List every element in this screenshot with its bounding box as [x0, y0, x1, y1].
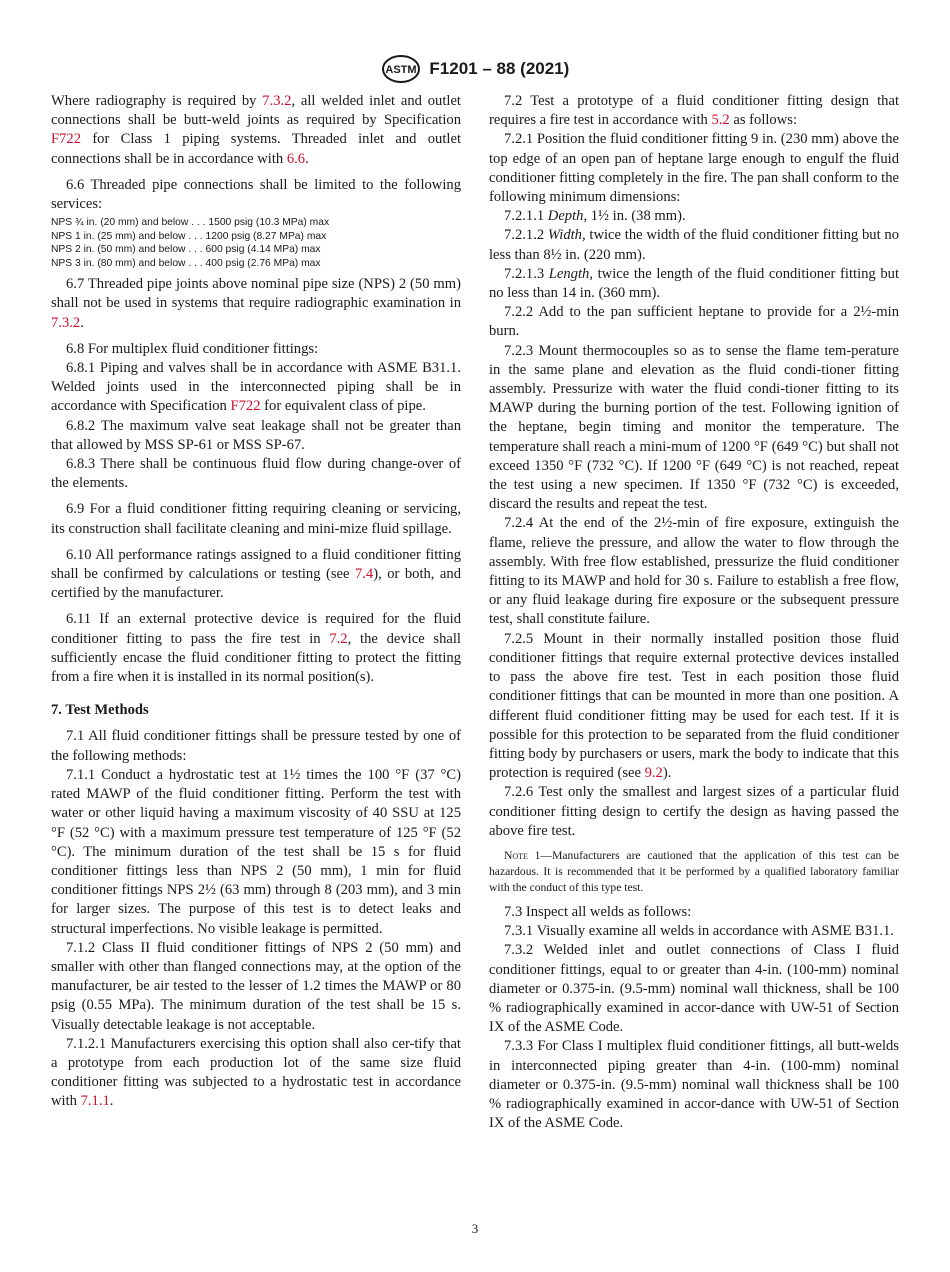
- paragraph-7-2: 7.2 Test a prototype of a fluid conditioner fitting design that requires a fire test in accordance with 5.2 as follows:: [489, 93, 899, 129]
- standard-designation: F1201 – 88 (2021): [429, 59, 570, 78]
- list-item: NPS ¾ in. (20 mm) and below . . . 1500 psig (10.3 MPa) max: [51, 217, 330, 229]
- svg-text:ASTM: ASTM: [385, 64, 417, 76]
- paragraph-6-9: 6.9 For a fluid conditioner fitting requiring cleaning or servicing, its construction shall facilitate cleaning and mini-mize fluid spillage.: [51, 501, 461, 537]
- ref-link[interactable]: 6.6: [286, 150, 306, 167]
- paragraph-7-1: 7.1 All fluid conditioner fittings shall be pressure tested by one of the following methods:: [51, 728, 461, 764]
- list-item: NPS 3 in. (80 mm) and below . . . 400 psig (2.76 MPa) max: [51, 257, 321, 269]
- paragraph-7-1-1: 7.1.1 Conduct a hydrostatic test at 1½ times the 100 °F (37 °C) rated MAWP of the fluid conditioner fitting. Perform the test with water or other liquid having a maximum viscosity of 40 SSU at 125 °F (52 °C) with a maximum pressure test temperature of 125 °F (52 °C). The minimum duration of the test shall be 15 s for fluid conditioner fittings less than NPS 2 (50 mm), 1 min for fluid conditioner fittings NPS 2½ (63 mm) through 8 (203 mm), and 3 min for larger sizes. The purpose of this test is to detect leaks and structural imperfections. No visible leakage is permitted.: [51, 766, 461, 937]
- astm-logo-icon: [381, 54, 421, 84]
- page-header: [0, 54, 950, 84]
- right-column: [489, 92, 899, 1133]
- note-1: Note 1—Manufacturers are cautioned that the application of this test can be hazardous. It is recommended that it be performed by a qualified laboratory familiar with the conduct of this type test.: [489, 848, 900, 894]
- paragraph-7-1-2: 7.1.2 Class II fluid conditioner fittings of NPS 2 (50 mm) and smaller with other than flanged connections may, at the option of the manufacturer, be air tested to the lesser of 1.2 times the MAWP or 80 psig (0.55 MPa). The minimum duration of the test shall be 15 s. Visually detectable leakage is not acceptable.: [51, 939, 461, 1033]
- ref-link[interactable]: 7.2: [329, 630, 348, 647]
- page-number: 3: [471, 1221, 479, 1236]
- left-column: [51, 92, 461, 1112]
- ref-link[interactable]: 9.2: [644, 765, 663, 782]
- paragraph-7-2-4: 7.2.4 At the end of the 2½-min of fire exposure, extinguish the flame, relieve the pressure, and allow the water to flow through the assembly. With free flow established, pressurize the fluid conditioner fitting to its MAWP and hold for 30 s. Failure to establish a free flow, or any fluid leakage during fire exposure or the subsequent pressure test, shall constitute failure.: [489, 515, 899, 628]
- list-item: NPS 1 in. (25 mm) and below . . . 1200 psig (8.27 MPa) max: [51, 230, 327, 242]
- paragraph-7-3-3: 7.3.3 For Class I multiplex fluid conditioner fittings, all butt-welds in interconnected piping greater than 4-in. (100-mm) nominal diameter or 0.375-in. (9.5-mm) nominal wall thickness shall be 100 % radiographically examined in accor-dance with UW-51 of Section IX of the ASME Code.: [489, 1038, 899, 1132]
- paragraph-7-3-2: 7.3.2 Welded inlet and outlet connections of Class I fluid conditioner fittings, equal to or greater than 4-in. (100-mm) nominal diameter or 0.375-in. (9.5-mm) nominal wall thickness, shall be 100 % radiographically examined in accor-dance with UW-51 of Section IX of the ASME Code.: [489, 942, 899, 1036]
- paragraph-7-2-6: 7.2.6 Test only the smallest and largest sizes of a particular fluid conditioner fitting design to certify the design as having passed the above fire test.: [489, 784, 899, 839]
- paragraph-6-8: 6.8 For multiplex fluid conditioner fittings:: [66, 340, 319, 357]
- paragraph-6-8-2: 6.8.2 The maximum valve seat leakage shall not be greater than that allowed by MSS SP-61 or MSS SP-67.: [51, 417, 461, 453]
- paragraph-7-2-2: 7.2.2 Add to the pan sufficient heptane to provide for a 2½-min burn.: [489, 304, 899, 340]
- paragraph-6-8-3: 6.8.3 There shall be continuous fluid flow during change-over of the elements.: [51, 456, 461, 492]
- ref-link[interactable]: 7.1.1: [80, 1093, 110, 1110]
- paragraph-7-2-1-1: 7.2.1.1 Depth, 1½ in. (38 mm).: [504, 208, 686, 225]
- paragraph-6-10: 6.10 All performance ratings assigned to a fluid conditioner fitting shall be confirmed by calculations or testing (see 7.4), or both, and certified by the manufacturer.: [51, 546, 461, 602]
- paragraph-7-1-2-1: 7.1.2.1 Manufacturers exercising this option shall also cer-tify that a prototype from each production lot of the same size fluid conditioner fitting was subjected to a hydrostatic test in accordance with 7.1.1.: [51, 1035, 461, 1110]
- paragraph-6-11: 6.11 If an external protective device is required for the fluid conditioner fitting to pass the fire test in 7.2, the device shall sufficiently encase the fluid conditioner fitting to protect the fitting from a fire when it is installed in its normal position(s).: [51, 611, 461, 686]
- ref-link[interactable]: 7.3.2: [51, 314, 81, 331]
- paragraph-7-2-5: 7.2.5 Mount in their normally installed position those fluid conditioner fittings that require external protective devices installed to pass the above fire test. Test in each position those fluid conditioner fittings that can be mounted in more than one position. A different fluid conditioner fitting may be used for each test. If it is possible for this protection to be separated from the fluid conditioner fitting body by purchasers or users, mark the body to indicate that this protection is required (see 9.2).: [489, 630, 899, 782]
- ref-link[interactable]: F722: [51, 131, 82, 148]
- list-item: NPS 2 in. (50 mm) and below . . . 600 psig (4.14 MPa) max: [51, 244, 321, 256]
- paragraph-7-2-3: 7.2.3 Mount thermocouples so as to sense the flame tem-perature in the same plane and elevation as the fluid condi-tioner fitting assembly. Pressurize with water the fluid condi-tioner fitting to its MAWP during the burning portion of the test. Following ignition of the heptane, begin timing and monitor the temperature. The temperature shall reach a mini-mum of 1200 °F (649 °C) but shall not exceed 1350 °F (732 °C). If 1200 °F (649 °C) is not reached, repeat the test using a new specimen. If 1350 °F (732 °C) is exceeded, discard the results and repeat the test.: [489, 342, 899, 513]
- ref-link[interactable]: 7.3.2: [262, 93, 292, 109]
- paragraph-7-3: 7.3 Inspect all welds as follows:: [504, 903, 692, 920]
- paragraph-7-2-1-2: 7.2.1.2 Width, twice the width of the fluid conditioner fitting but no less than 8½ in. (220 mm).: [489, 227, 900, 263]
- services-list: [51, 216, 461, 270]
- ref-link[interactable]: 5.2: [711, 112, 730, 129]
- paragraph-6-6: 6.6 Threaded pipe connections shall be limited to the following services:: [51, 176, 461, 213]
- paragraph-6-8-1: 6.8.1 Piping and valves shall be in accordance with ASME B31.1. Welded joints used in the interconnected piping shall be in accordance with Specification F722 for equivalent class of pipe.: [51, 360, 461, 415]
- section-heading-7: 7. Test Methods: [51, 702, 149, 719]
- paragraph-7-3-1: 7.3.1 Visually examine all welds in accordance with ASME B31.1.: [504, 923, 894, 940]
- ref-link[interactable]: F722: [230, 398, 261, 415]
- ref-link[interactable]: 7.4: [354, 566, 374, 583]
- paragraph-6-7: 6.7 Threaded pipe joints above nominal pipe size (NPS) 2 (50 mm) shall not be used in systems that require radiographic examination in 7.3.2.: [51, 276, 461, 331]
- paragraph-7-2-1-3: 7.2.1.3 Length, twice the length of the fluid conditioner fitting but no less than 14 in. (360 mm).: [489, 265, 900, 302]
- paragraph-7-2-1: 7.2.1 Position the fluid conditioner fitting 9 in. (230 mm) above the top edge of an open pan of heptane large enough to engulf the fluid conditioner fitting completely in the fire. The pan shall conform to the following minimum dimensions:: [489, 131, 899, 206]
- paragraph-6-5-cont: Where radiography is required by 7.3.2, all welded inlet and outlet connections shall be butt-weld joints as required by Specification F722 for Class 1 piping systems. Threaded inlet and outlet connections shall be in accordance with 6.6.: [51, 93, 461, 167]
